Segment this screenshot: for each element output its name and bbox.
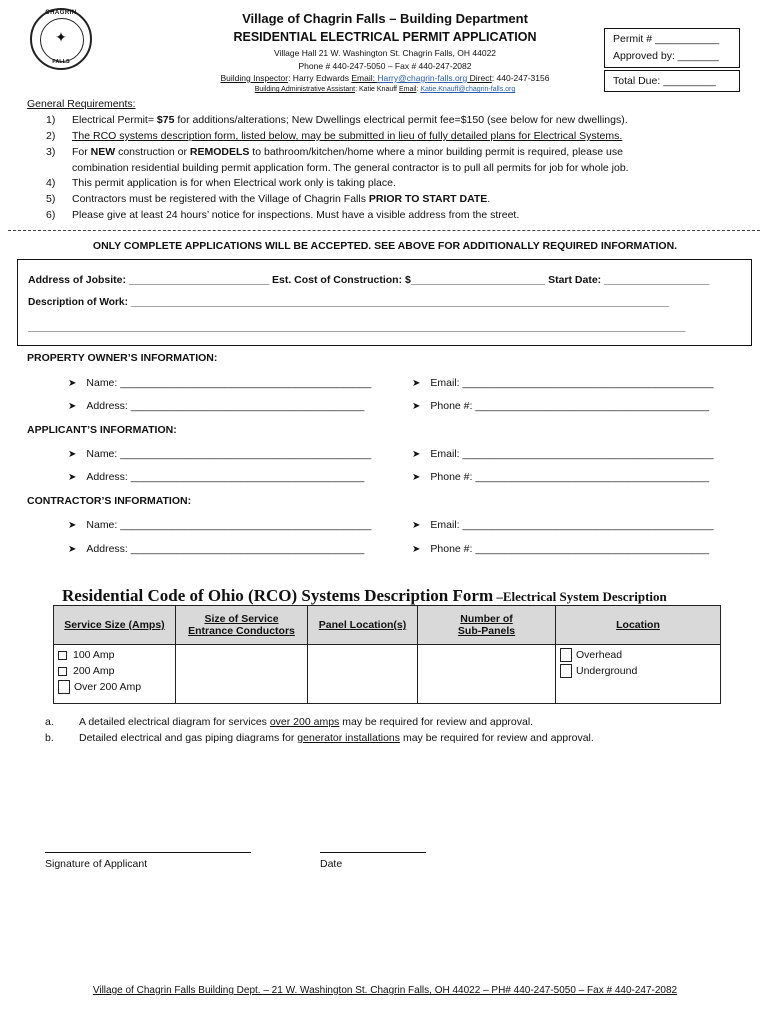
rco-electrical-table — [53, 605, 721, 704]
checkbox-icon[interactable] — [58, 651, 67, 660]
inspector-name: : Harry Edwards — [288, 73, 352, 83]
arrow-bullet-icon: ➤ — [412, 378, 421, 389]
assistant-email-link[interactable]: Katie.Knauff@chagrin-falls.org — [420, 86, 516, 93]
assistant-name: : Katie Knauff — [355, 86, 399, 93]
conductors-input-cell[interactable] — [176, 645, 308, 704]
owner-phone-field[interactable]: ➤ Phone #: ________________________________________ — [412, 400, 709, 412]
panel-location-input-cell[interactable] — [308, 645, 418, 704]
arrow-bullet-icon: ➤ — [68, 378, 77, 389]
owner-heading: PROPERTY OWNER’S INFORMATION: — [27, 352, 218, 364]
form-title: RESIDENTIAL ELECTRICAL PERMIT APPLICATION — [233, 30, 537, 44]
village-phone-fax: Phone # 440-247-5050 – Fax # 440-247-2082 — [298, 61, 472, 71]
applicant-address-field[interactable]: ➤ Address: ________________________________________ — [68, 471, 365, 483]
arrow-bullet-icon: ➤ — [412, 520, 421, 531]
applicant-phone-field[interactable]: ➤ Phone #: ________________________________________ — [412, 471, 709, 483]
inspector-email-label: Email: — [351, 73, 378, 83]
assistant-line: Building Administrative Assistant: Katie Knauff Email: Katie.Knauff@chagrin-falls.org — [254, 86, 516, 93]
arrow-bullet-icon: ➤ — [412, 449, 421, 460]
contractor-address-field[interactable]: ➤ Address: ________________________________________ — [68, 543, 365, 555]
header-service-conductors: Size of Service Entrance Conductors — [176, 606, 308, 645]
amp-100-option[interactable]: 100 Amp — [58, 647, 171, 663]
seal-star-icon: ✦ — [55, 29, 67, 45]
contractor-phone-field[interactable]: ➤ Phone #: ________________________________________ — [412, 543, 709, 555]
header-location: Location — [556, 606, 721, 645]
applicant-name-field[interactable]: ➤ Name: ___________________________________________ — [68, 448, 372, 460]
general-requirements-heading: General Requirements: — [27, 98, 136, 110]
applicant-heading: APPLICANT’S INFORMATION: — [27, 424, 177, 436]
jobsite-address-line[interactable]: Address of Jobsite: ________________________ Est. Cost of Construction: $_______________________ Start Date: __________________ — [28, 274, 710, 286]
sub-panels-input-cell[interactable] — [418, 645, 556, 704]
approved-by-field[interactable]: Approved by: _______ — [613, 50, 719, 62]
inspector-email-link[interactable]: Harry@chagrin-falls.org — [377, 73, 468, 83]
description-of-work-line[interactable]: Description of Work: _______________________________________________________________________________________________ — [28, 297, 670, 308]
amp-200-option[interactable]: 200 Amp — [58, 663, 171, 679]
permit-number-field[interactable]: Permit # ___________ — [613, 33, 720, 45]
date-label: Date — [320, 858, 343, 870]
assistant-label: Building Administrative Assistant — [254, 86, 356, 93]
arrow-bullet-icon: ➤ — [68, 520, 77, 531]
header-service-size: Service Size (Amps) — [54, 606, 176, 645]
checkbox-icon[interactable] — [560, 648, 572, 662]
contractor-heading: CONTRACTOR’S INFORMATION: — [27, 495, 192, 507]
checkbox-icon[interactable] — [58, 667, 67, 676]
assistant-email-label: Email — [398, 86, 417, 93]
date-line[interactable] — [320, 852, 426, 853]
arrow-bullet-icon: ➤ — [412, 544, 421, 555]
inspector-direct-number: : 440-247-3156 — [491, 73, 550, 83]
permit-approval-box — [604, 28, 740, 68]
village-seal-icon — [30, 8, 92, 70]
overhead-option[interactable]: Overhead — [560, 647, 716, 663]
jobsite-box — [17, 259, 752, 346]
checkbox-icon[interactable] — [58, 680, 70, 694]
contractor-email-field[interactable]: ➤ Email: ___________________________________________ — [412, 519, 714, 531]
arrow-bullet-icon: ➤ — [68, 472, 77, 483]
arrow-bullet-icon: ➤ — [412, 401, 421, 412]
owner-email-field[interactable]: ➤ Email: ___________________________________________ — [412, 377, 714, 389]
inspector-direct-label: Direct — [467, 73, 492, 83]
village-address: Village Hall 21 W. Washington St. Chagrin Falls, OH 44022 — [273, 48, 497, 58]
complete-applications-notice: ONLY COMPLETE APPLICATIONS WILL BE ACCEPTED. SEE ABOVE FOR ADDITIONALLY REQUIRED INFORMATION. — [92, 240, 678, 252]
page-footer: Village of Chagrin Falls Building Dept. – 21 W. Washington St. Chagrin Falls, OH 44022 – PH# 440-247-5050 – Fax # 440-247-2082 — [92, 985, 678, 996]
owner-name-field[interactable]: ➤ Name: ___________________________________________ — [68, 377, 372, 389]
contractor-name-field[interactable]: ➤ Name: ___________________________________________ — [68, 519, 372, 531]
inspector-line — [150, 73, 620, 83]
applicant-signature-label: Signature of Applicant — [45, 858, 148, 870]
arrow-bullet-icon: ➤ — [68, 449, 77, 460]
total-due-field[interactable]: Total Due: _________ — [613, 75, 716, 87]
applicant-email-field[interactable]: ➤ Email: ___________________________________________ — [412, 448, 714, 460]
underground-option[interactable]: Underground — [560, 663, 716, 679]
seal-top-text: CHAGRIN — [45, 10, 77, 16]
amp-over-200-option[interactable]: Over 200 Amp — [58, 679, 171, 695]
header-sub-panels: Number of Sub-Panels — [418, 606, 556, 645]
department-title: Village of Chagrin Falls – Building Department — [242, 11, 528, 26]
rco-title: Residential Code of Ohio (RCO) Systems Description Form –Electrical System Description — [62, 586, 667, 605]
owner-address-field[interactable]: ➤ Address: ________________________________________ — [68, 400, 365, 412]
inspector-label: Building Inspector — [220, 73, 289, 83]
total-due-box — [604, 70, 740, 92]
arrow-bullet-icon: ➤ — [68, 544, 77, 555]
header-panel-location: Panel Location(s) — [308, 606, 418, 645]
service-size-cell — [54, 645, 176, 704]
arrow-bullet-icon: ➤ — [68, 401, 77, 412]
divider-dashed — [8, 230, 760, 231]
location-cell — [556, 645, 721, 704]
checkbox-icon[interactable] — [560, 664, 572, 678]
applicant-signature-line[interactable] — [45, 852, 251, 853]
seal-bottom-text: FALLS — [52, 59, 70, 65]
description-continued-line[interactable]: ____________________________________________________________________________________________________________________ — [28, 322, 686, 333]
arrow-bullet-icon: ➤ — [412, 472, 421, 483]
